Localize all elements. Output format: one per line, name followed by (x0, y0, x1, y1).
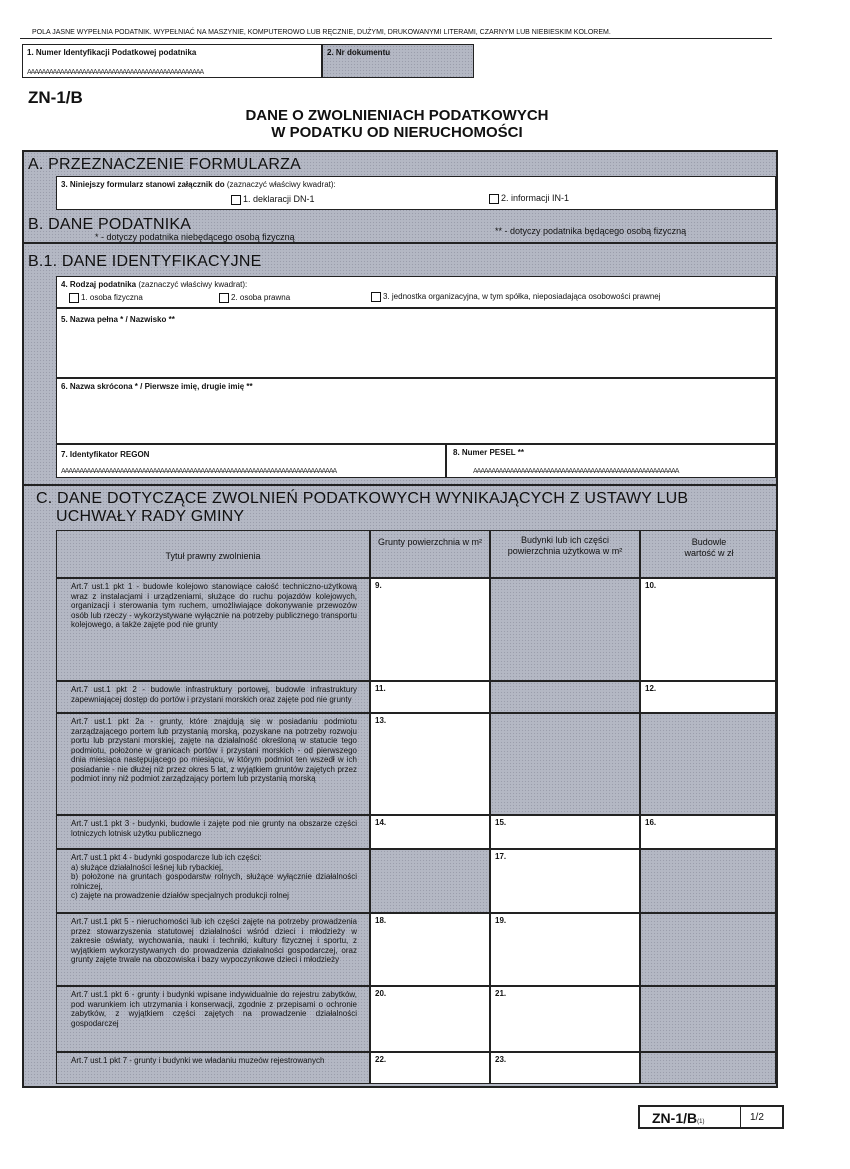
table-row-title-cell (56, 849, 370, 913)
field-17-input[interactable] (490, 849, 640, 913)
field-number-label: 17. (495, 852, 507, 861)
field-6-short-name[interactable] (56, 378, 776, 444)
field-12-input[interactable] (640, 681, 776, 713)
section-b-note2: ** - dotyczy podatnika będącego osobą fizyczną (495, 226, 687, 236)
table-row-title: Art.7 ust.1 pkt 2a - grunty, które znajdują się w posiadaniu podmiotu zarządzającego portem lub przystanią morską, pozyskane na potrzeby rozwoju portu lub przystani morskiej, zajęte na działalność określoną w statucie tego podmiotu, położone w granicach portów i przystani morskich - od pierwszego dnia miesiąca następującego po miesiącu, w którym podmiot ten wszedł w ich posiadanie - nie dłużej niż przez okres 5 lat, z wyjątkiem gruntów zajętych przez podmiot inny niż podmiot zarządzający portem lub przystanią morską (71, 717, 357, 783)
field-4-label-text: 4. Rodzaj podatnika (61, 280, 137, 289)
field-9-input[interactable] (370, 578, 490, 681)
footer-separator (740, 1107, 741, 1127)
form-code: ZN-1/B (28, 88, 83, 107)
field-21-input[interactable] (490, 986, 640, 1052)
footer-version: (1) (697, 1119, 705, 1125)
option-natural-person[interactable] (69, 293, 143, 303)
table-cell-disabled (370, 849, 490, 913)
field-10-input[interactable] (640, 578, 776, 681)
checkbox-in1[interactable] (489, 194, 499, 204)
header-col-buildings (490, 530, 640, 578)
option-in1-label: 2. informacji IN-1 (501, 193, 570, 203)
field-14-input[interactable] (370, 815, 490, 849)
checkbox-legal-person[interactable] (219, 293, 229, 303)
table-cell-disabled (490, 681, 640, 713)
section-a-title: A. PRZEZNACZENIE FORMULARZA (28, 156, 301, 173)
table-row-title-cell (56, 713, 370, 815)
field-number-label: 16. (645, 818, 657, 827)
option-organizational-unit-label: 3. jednostka organizacyjna, w tym spółka, nieposiadająca osobowości prawnej (383, 292, 661, 302)
table-cell-disabled (490, 578, 640, 681)
header-col-structures (640, 530, 776, 578)
footer-form-code (652, 1110, 704, 1126)
option-dn1[interactable] (231, 194, 315, 205)
field-19-input[interactable] (490, 913, 640, 986)
field-number-label: 13. (375, 716, 387, 725)
table-row-title-cell (56, 913, 370, 986)
field-3-hint: (zaznaczyć właściwy kwadrat): (226, 180, 336, 189)
header-col-land (370, 530, 490, 578)
field-4-label (61, 280, 247, 289)
field-3-label (61, 180, 336, 189)
table-row-title: Art.7 ust.1 pkt 4 - budynki gospodarcze lub ich części: a) służące działalności leśnej lub rybackiej, b) położone na gruntach gospodarstw rolnych, służące wyłącznie działalności rolniczej, c) zajęte na prowadzenie działów specjalnych produkcji rolnej (71, 853, 357, 900)
section-b1-title: B.1. DANE IDENTYFIKACYJNE (28, 253, 262, 270)
table-row-title: Art.7 ust.1 pkt 5 - nieruchomości lub ich części zajęte na potrzeby prowadzenia przez stowarzyszenia statutowej działalności wśród dzieci i młodzieży w zakresie oświaty, wychowania, nauki i techniki, kultury fizycznej i sportu, z wyjątkiem wykorzystywanych do prowadzenia działalności gospodarczej, oraz grunty zajęte trwale na obozowiska i bazy wypoczynkowe dzieci i młodzieży (71, 917, 357, 964)
field-7-fill: AAAAAAAAAAAAAAAAAAAAAAAAAAAAAAAAAAAAAAAAAAAAAAAAAAAAAAAAAAAAAAAAAAAAAAAAAAA (61, 468, 337, 475)
field-8-pesel[interactable] (446, 444, 776, 478)
field-number-label: 20. (375, 989, 387, 998)
header-col-structures-text: Budowle wartość w zł (684, 537, 734, 558)
document-number-field (322, 44, 474, 78)
field-8-fill: AAAAAAAAAAAAAAAAAAAAAAAAAAAAAAAAAAAAAAAAAAAAAAAAAAAAAAAA (473, 468, 679, 475)
section-c-title-line2: UCHWAŁY RADY GMINY (56, 508, 245, 525)
table-cell-disabled (640, 986, 776, 1052)
table-cell-disabled (640, 849, 776, 913)
nip-field[interactable] (22, 44, 322, 78)
table-row-title: Art.7 ust.1 pkt 2 - budowle infrastruktury portowej, budowle infrastruktury zapewniającej dostęp do portów i przystani morskich oraz zajęte pod nie grunty (71, 685, 357, 704)
field-7-label: 7. Identyfikator REGON (61, 450, 150, 459)
option-natural-person-label: 1. osoba fizyczna (81, 293, 143, 303)
table-cell-disabled (490, 713, 640, 815)
table-cell-disabled (640, 913, 776, 986)
table-row-title-cell (56, 681, 370, 713)
field-number-label: 22. (375, 1055, 387, 1064)
field-number-label: 18. (375, 916, 387, 925)
field-number-label: 15. (495, 818, 507, 827)
field-number-label: 21. (495, 989, 507, 998)
nip-fill: AAAAAAAAAAAAAAAAAAAAAAAAAAAAAAAAAAAAAAAAAAAAAAAA (27, 69, 204, 76)
top-notice: POLA JASNE WYPEŁNIA PODATNIK. WYPEŁNIAĆ NA MASZYNIE, KOMPUTEROWO LUB RĘCZNIE, DUŻYMI, DRUKOWANYMI LITERAMI, CZARNYM LUB NIEBIESKIM KOLOREM. (32, 29, 611, 36)
field-6-label: 6. Nazwa skrócona * / Pierwsze imię, drugie imię ** (61, 382, 253, 391)
option-organizational-unit[interactable] (371, 292, 661, 302)
section-b-title: B. DANE PODATNIKA (28, 216, 192, 233)
field-23-input[interactable] (490, 1052, 640, 1084)
form-title-line1: DANE O ZWOLNIENIACH PODATKOWYCH (245, 107, 549, 124)
field-number-label: 10. (645, 581, 657, 590)
top-rule (20, 38, 772, 39)
table-row-title: Art.7 ust.1 pkt 6 - grunty i budynki wpisane indywidualnie do rejestru zabytków, pod warunkiem ich utrzymania i konserwacji, zgodnie z przepisami o ochronie zabytków, z wyjątkiem części zajętych na prowadzenie działalności gospodarczej (71, 990, 357, 1028)
nip-label: 1. Numer Identyfikacji Podatkowej podatnika (27, 48, 197, 57)
field-5-label: 5. Nazwa pełna * / Nazwisko ** (61, 315, 175, 324)
footer-page: 1/2 (750, 1112, 764, 1123)
field-3-label-text: 3. Niniejszy formularz stanowi załącznik do (61, 180, 225, 189)
field-11-input[interactable] (370, 681, 490, 713)
option-legal-person-label: 2. osoba prawna (231, 293, 291, 303)
checkbox-natural-person[interactable] (69, 293, 79, 303)
field-7-regon[interactable] (56, 444, 446, 478)
table-row-title-cell (56, 578, 370, 681)
document-number-label: 2. Nr dokumentu (327, 48, 391, 57)
section-b-divider (22, 242, 778, 244)
field-number-label: 12. (645, 684, 657, 693)
field-number-label: 23. (495, 1055, 507, 1064)
field-8-label: 8. Numer PESEL ** (453, 448, 524, 457)
field-15-input[interactable] (490, 815, 640, 849)
form-title-line2: W PODATKU OD NIERUCHOMOŚCI (271, 124, 523, 141)
field-number-label: 19. (495, 916, 507, 925)
field-3-box (56, 176, 776, 210)
table-row-title-cell (56, 1052, 370, 1084)
header-col-land-text: Grunty powierzchnia w m² (377, 537, 483, 547)
table-row-title: Art.7 ust.1 pkt 1 - budowle kolejowo stanowiące całość techniczno-użytkową wraz z instalacjami i urządzeniami, służące do ruchu pojazdów kolejowych, organizacji i sterowania tym ruchem, umożliwiające dokonywanie przewozów osób lub rzeczy - wykorzystywane wyłącznie na potrzeby publicznego transportu kolejowego, a także zajęte pod nie grunty (71, 582, 357, 629)
field-13-input[interactable] (370, 713, 490, 815)
option-in1[interactable] (489, 193, 569, 204)
field-4-hint: (zaznaczyć właściwy kwadrat): (138, 280, 248, 289)
table-row-title-cell (56, 986, 370, 1052)
option-legal-person[interactable] (219, 293, 290, 303)
footer-form-code-text: ZN-1/B (652, 1110, 698, 1126)
field-5-full-name[interactable] (56, 308, 776, 378)
table-row-title: Art.7 ust.1 pkt 7 - grunty i budynki we władaniu muzeów rejestrowanych (71, 1056, 325, 1065)
header-col-buildings-text: Budynki lub ich części powierzchnia użytkowa w m² (507, 535, 623, 556)
table-row-title: Art.7 ust.1 pkt 3 - budynki, budowle i zajęte pod nie grunty na obszarze części lotniczych lotnisk użytku publicznego (71, 819, 357, 838)
section-c-divider (22, 484, 778, 486)
section-b-note1: * - dotyczy podatnika niebędącego osobą fizyczną (95, 232, 295, 242)
field-number-label: 9. (375, 581, 382, 590)
field-4-box (56, 276, 776, 308)
field-22-input[interactable] (370, 1052, 490, 1084)
section-c-title-line1: C. DANE DOTYCZĄCE ZWOLNIEŃ PODATKOWYCH WYNIKAJĄCYCH Z USTAWY LUB (36, 490, 689, 507)
field-18-input[interactable] (370, 913, 490, 986)
table-row-title-cell (56, 815, 370, 849)
option-dn1-label: 1. deklaracji DN-1 (243, 194, 315, 204)
checkbox-dn1[interactable] (231, 195, 241, 205)
field-number-label: 14. (375, 818, 387, 827)
header-col-title-text: Tytuł prawny zwolnienia (165, 551, 261, 561)
footer-form-code-box (638, 1105, 784, 1129)
field-20-input[interactable] (370, 986, 490, 1052)
table-cell-disabled (640, 1052, 776, 1084)
field-number-label: 11. (375, 684, 386, 693)
checkbox-organizational-unit[interactable] (371, 292, 381, 302)
header-col-title (56, 530, 370, 578)
table-cell-disabled (640, 713, 776, 815)
field-16-input[interactable] (640, 815, 776, 849)
